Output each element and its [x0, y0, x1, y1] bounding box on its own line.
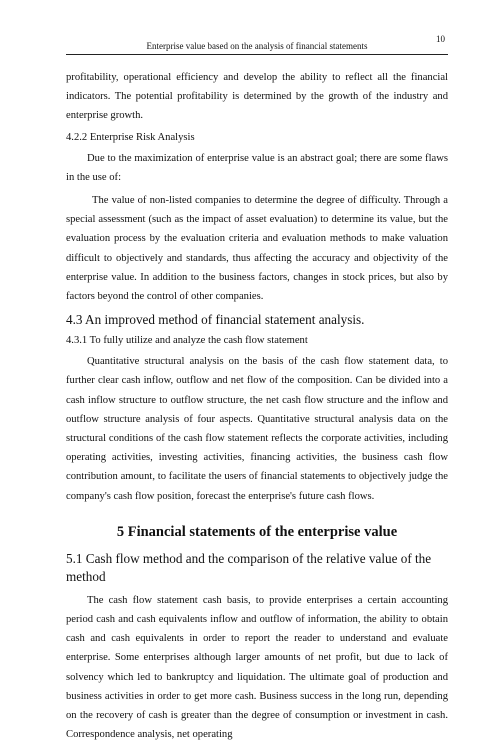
header-rule	[66, 54, 448, 55]
heading-5-1: 5.1 Cash flow method and the comparison of the relative value of the method	[66, 550, 432, 584]
paragraph-non-listed: The value of non-listed companies to determine the degree of difficulty. Through a special assessment (such as the impact of asset evaluation) to determine its value, but the evaluation process by the evaluation criteria and evaluation methods to make valuation difficult to objectively and standards, thus affecting the accuracy and objectivity of the enterprise value. In addition to the business factors, changes in stock prices, but also by factors beyond the control of other companies.	[66, 195, 448, 303]
running-header: Enterprise value based on the analysis of financial statements	[146, 41, 368, 51]
page-number: 10	[436, 34, 445, 44]
heading-4-3-1: 4.3.1 To fully utilize and analyze the cash flow statement	[66, 335, 308, 347]
heading-4-2-2: 4.2.2 Enterprise Risk Analysis	[66, 131, 195, 143]
chapter-heading-5: 5 Financial statements of the enterprise value	[116, 523, 398, 540]
paragraph-value-flaws: Due to the maximization of enterprise value is an abstract goal; there are some flaws in the use of:	[66, 152, 448, 183]
heading-4-3: 4.3 An improved method of financial statement analysis.	[66, 312, 365, 328]
paragraph-profitability: profitability, operational efficiency and develop the ability to reflect all the financial indicators. The potential profitability is determined by the growth of the industry and enterprise growth.	[66, 72, 448, 122]
paragraph-structural-analysis: Quantitative structural analysis on the basis of the cash flow statement data, to further clear cash inflow, outflow and net flow of the composition. Can be divided into a cash inflow structure to outflow structure, the net cash flow structure and the inflow and outflow structure analysis of four aspects. Quantitative structural analysis data on the structural conditions of the cash flow statement reflects the corporate activities, including operating activities, investing activities, financing activities, the business cash flow contribution amount, to facilitate the users of financial statements to objectively judge the company's cash flow position, forecast the enterprise's future cash flows.	[66, 356, 448, 502]
page-body	[66, 68, 448, 744]
paragraph-cash-flow-statement: The cash flow statement cash basis, to provide enterprises a certain accounting period cash and cash equivalents inflow and outflow of information, the ability to obtain cash and cash equivalents in order to report the reader to understand and evaluate enterprise. Some enterprises although larger amounts of net profit, but due to lack of solvency which led to bankruptcy and liquidation. The ultimate goal of production and business activities in order to get more cash. Business success in the long run, depending on the recovery of cash is greater than the degree of consumption or investment in cash. Correspondence analysis, net operating	[66, 594, 448, 741]
